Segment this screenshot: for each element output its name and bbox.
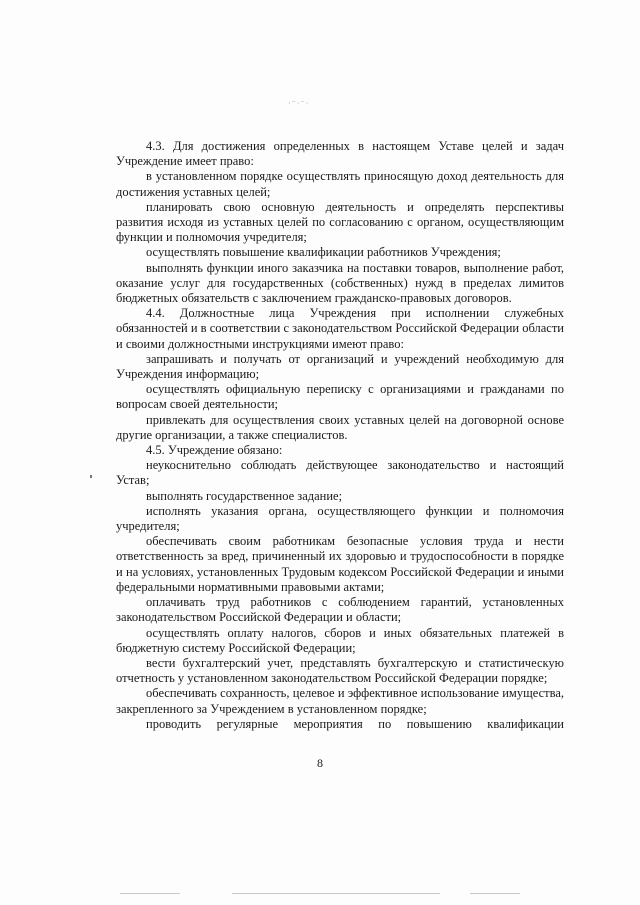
document-body: [116, 139, 564, 732]
list-item: осуществлять повышение квалификации работников Учреждения;: [146, 245, 501, 260]
scan-edge-line: [470, 893, 520, 894]
list-item: осуществлять официальную переписку с организациями и гражданами по вопросам своей деятельности;: [116, 382, 564, 412]
scan-mark: ·⁻·⁻·: [288, 99, 310, 108]
list-item: планировать свою основную деятельность и определять перспективы развития исходя из уставных целей по согласованию с органом, осуществляющим функции и полномочия учредителя;: [116, 199, 564, 245]
paragraph-4-5: 4.5. Учреждение обязано:: [146, 443, 283, 458]
paragraph-4-4: 4.4. Должностные лица Учреждения при исполнении служебных обязанностей и в соответствии с законодательством Российской Федерации области и своими должностными инструкциями имеют право:: [116, 306, 564, 351]
list-item: исполнять указания органа, осуществляющего функции и полномочия учредителя;: [116, 503, 564, 534]
list-item: выполнять функции иного заказчика на поставки товаров, выполнение работ, оказание услуг для государственных (собственных) нужд в пределах лимитов бюджетных обязательств с заключением гражданско-правовых договоров.: [116, 260, 564, 306]
list-item: обеспечивать своим работникам безопасные условия труда и нести ответственность за вред, причиненный их здоровью и трудоспособности в порядке и на условиях, установленных Трудовым кодексом Российской Федерации и иными федеральными нормативными правовыми актами;: [116, 534, 564, 594]
scan-edge-line: [120, 893, 180, 894]
list-item: неукоснительно соблюдать действующее законодательство и настоящий Устав;: [116, 458, 564, 488]
paragraph-4-3: 4.3. Для достижения определенных в настоящем Уставе целей и задач Учреждение имеет право:: [116, 139, 564, 169]
list-item: запрашивать и получать от организаций и учреждений необходимую для Учреждения информацию;: [116, 351, 564, 382]
list-item: обеспечивать сохранность, целевое и эффективное использование имущества, закрепленного за Учреждением в установленном порядке;: [116, 686, 564, 716]
list-item: оплачивать труд работников с соблюдением гарантий, установленных законодательством Российской Федерации и области;: [116, 595, 564, 625]
list-item: в установленном порядке осуществлять приносящую доход деятельность для достижения уставных целей;: [116, 169, 564, 199]
list-item: осуществлять оплату налогов, сборов и иных обязательных платежей в бюджетную систему Российской Федерации;: [116, 625, 564, 655]
list-item: привлекать для осуществления своих уставных целей на договорной основе другие организации, а также специалистов.: [116, 412, 564, 442]
list-item: вести бухгалтерский учет, представлять бухгалтерскую и статистическую отчетность у установленном законодательством Российской Федерации порядке;: [116, 655, 564, 686]
scan-edge-line: [232, 893, 440, 894]
margin-tick: [90, 475, 92, 478]
list-item: выполнять государственное задание;: [146, 488, 343, 503]
page-number: 8: [317, 756, 323, 770]
list-item: проводить регулярные мероприятия по повышению квалификации: [146, 716, 564, 731]
